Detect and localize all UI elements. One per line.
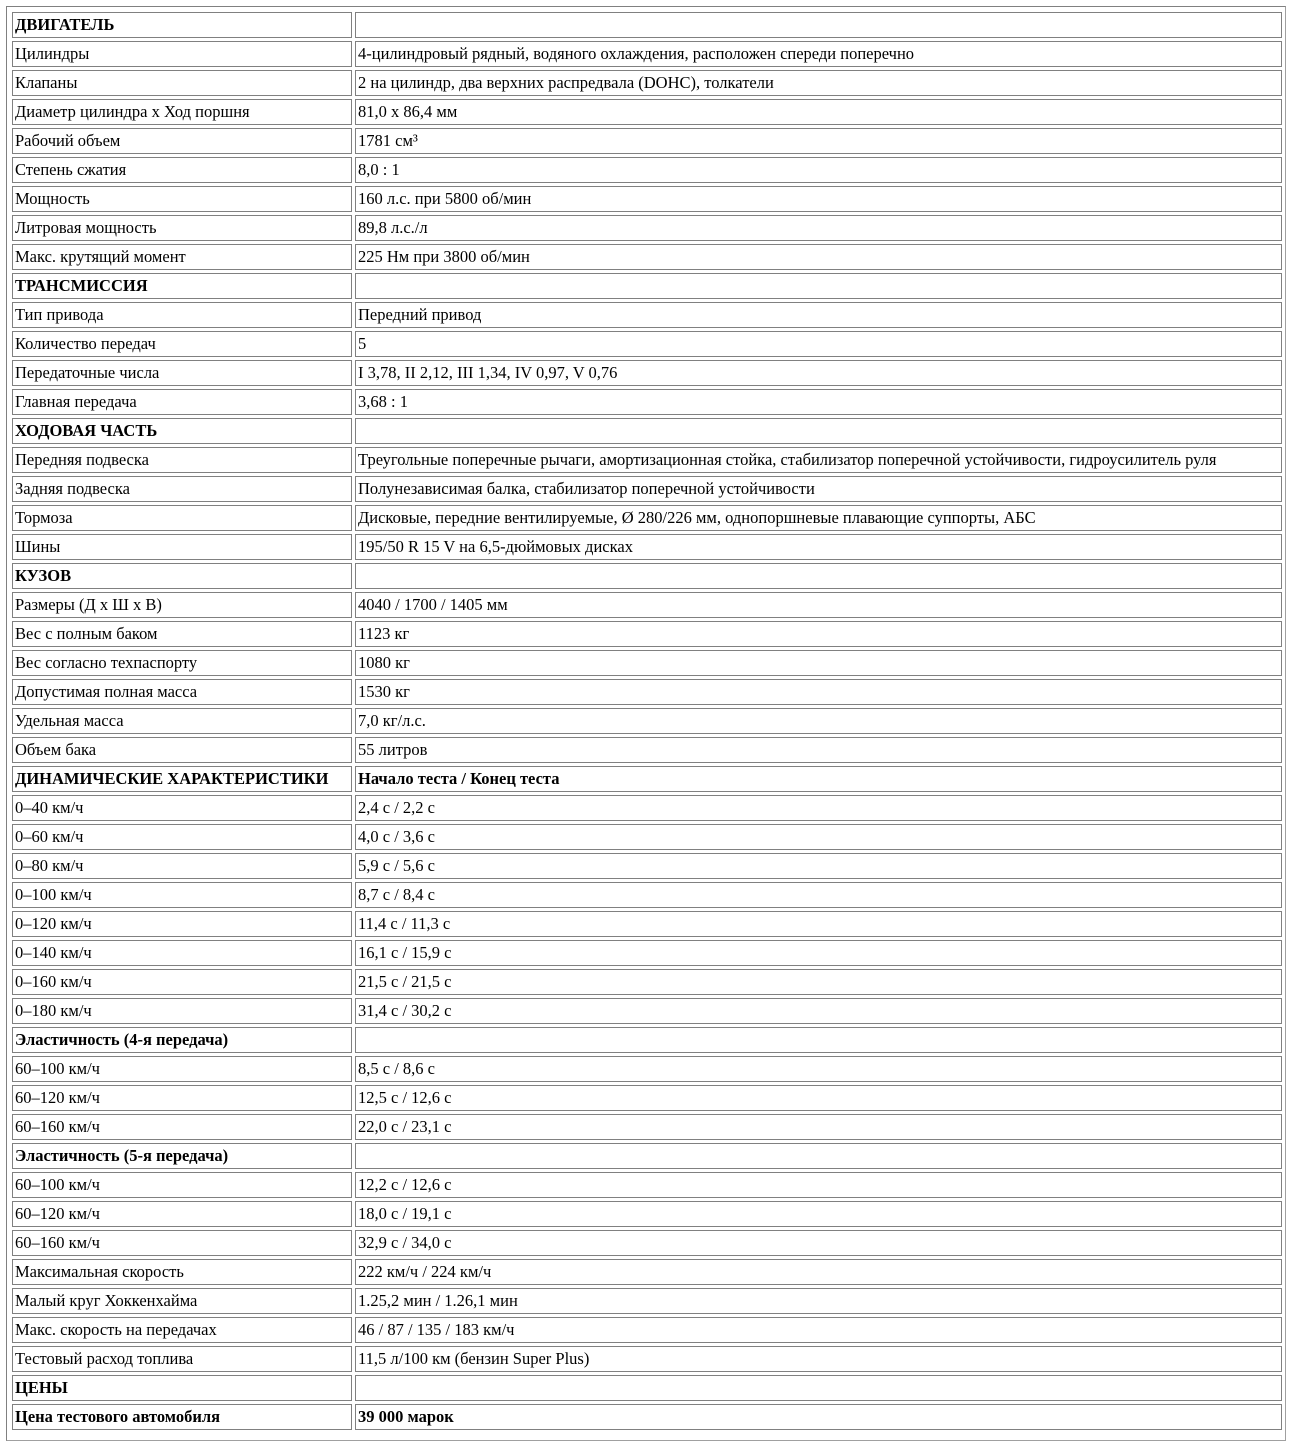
spec-row bbox=[12, 505, 1282, 531]
section-value bbox=[355, 1027, 1282, 1053]
section-title: ЦЕНЫ bbox=[12, 1375, 352, 1401]
spec-value: 31,4 с / 30,2 с bbox=[355, 998, 1282, 1024]
section-title: ХОДОВАЯ ЧАСТЬ bbox=[12, 418, 352, 444]
spec-label: 60–120 км/ч bbox=[12, 1085, 352, 1111]
spec-value: 5 bbox=[355, 331, 1282, 357]
spec-value: Передний привод bbox=[355, 302, 1282, 328]
spec-row bbox=[12, 215, 1282, 241]
spec-value: 1080 кг bbox=[355, 650, 1282, 676]
spec-label: Макс. крутящий момент bbox=[12, 244, 352, 270]
spec-row bbox=[12, 99, 1282, 125]
spec-row bbox=[12, 911, 1282, 937]
spec-row bbox=[12, 302, 1282, 328]
section-header-row bbox=[12, 1375, 1282, 1401]
spec-value: 18,0 с / 19,1 с bbox=[355, 1201, 1282, 1227]
spec-value: 1530 кг bbox=[355, 679, 1282, 705]
spec-value: Полунезависимая балка, стабилизатор поперечной устойчивости bbox=[355, 476, 1282, 502]
spec-row bbox=[12, 389, 1282, 415]
spec-value: 12,2 с / 12,6 с bbox=[355, 1172, 1282, 1198]
section-header-row bbox=[12, 273, 1282, 299]
spec-row bbox=[12, 186, 1282, 212]
section-value bbox=[355, 1375, 1282, 1401]
spec-row bbox=[12, 621, 1282, 647]
spec-row bbox=[12, 940, 1282, 966]
spec-value: 22,0 с / 23,1 с bbox=[355, 1114, 1282, 1140]
spec-row bbox=[12, 824, 1282, 850]
spec-value: 1.25,2 мин / 1.26,1 мин bbox=[355, 1288, 1282, 1314]
spec-row bbox=[12, 70, 1282, 96]
spec-label: Вес согласно техпаспорту bbox=[12, 650, 352, 676]
spec-value: 4040 / 1700 / 1405 мм bbox=[355, 592, 1282, 618]
spec-value: 2 на цилиндр, два верхних распредвала (DOHC), толкатели bbox=[355, 70, 1282, 96]
spec-table bbox=[9, 9, 1285, 1433]
spec-table-frame bbox=[6, 6, 1286, 1441]
spec-label: Диаметр цилиндра х Ход поршня bbox=[12, 99, 352, 125]
spec-value: Треугольные поперечные рычаги, амортизационная стойка, стабилизатор поперечной устойчивости, гидроусилитель руля bbox=[355, 447, 1282, 473]
spec-row bbox=[12, 853, 1282, 879]
spec-row bbox=[12, 592, 1282, 618]
spec-row bbox=[12, 1056, 1282, 1082]
spec-row bbox=[12, 1201, 1282, 1227]
spec-row bbox=[12, 331, 1282, 357]
spec-label: Удельная масса bbox=[12, 708, 352, 734]
spec-row bbox=[12, 1346, 1282, 1372]
spec-row bbox=[12, 650, 1282, 676]
spec-label: 0–160 км/ч bbox=[12, 969, 352, 995]
spec-row bbox=[12, 534, 1282, 560]
spec-label: 0–60 км/ч bbox=[12, 824, 352, 850]
spec-label: Клапаны bbox=[12, 70, 352, 96]
section-title: ДИНАМИЧЕСКИЕ ХАРАКТЕРИСТИКИ bbox=[12, 766, 352, 792]
section-value bbox=[355, 273, 1282, 299]
spec-value: 32,9 с / 34,0 с bbox=[355, 1230, 1282, 1256]
spec-value: 11,4 с / 11,3 с bbox=[355, 911, 1282, 937]
section-title: КУЗОВ bbox=[12, 563, 352, 589]
spec-label: 0–140 км/ч bbox=[12, 940, 352, 966]
spec-value: 1123 кг bbox=[355, 621, 1282, 647]
section-value bbox=[355, 1143, 1282, 1169]
spec-row bbox=[12, 1259, 1282, 1285]
spec-label: Малый круг Хоккенхайма bbox=[12, 1288, 352, 1314]
spec-label: Тестовый расход топлива bbox=[12, 1346, 352, 1372]
spec-value: 2,4 с / 2,2 с bbox=[355, 795, 1282, 821]
spec-value: 5,9 с / 5,6 с bbox=[355, 853, 1282, 879]
spec-value: 222 км/ч / 224 км/ч bbox=[355, 1259, 1282, 1285]
spec-label: Максимальная скорость bbox=[12, 1259, 352, 1285]
spec-label: Количество передач bbox=[12, 331, 352, 357]
spec-label: Рабочий объем bbox=[12, 128, 352, 154]
section-header-row bbox=[12, 418, 1282, 444]
spec-row bbox=[12, 737, 1282, 763]
spec-value: 11,5 л/100 км (бензин Super Plus) bbox=[355, 1346, 1282, 1372]
section-header-row bbox=[12, 766, 1282, 792]
spec-label: Главная передача bbox=[12, 389, 352, 415]
spec-label: 0–100 км/ч bbox=[12, 882, 352, 908]
spec-value: 225 Нм при 3800 об/мин bbox=[355, 244, 1282, 270]
spec-value: 195/50 R 15 V на 6,5-дюймовых дисках bbox=[355, 534, 1282, 560]
spec-value: 46 / 87 / 135 / 183 км/ч bbox=[355, 1317, 1282, 1343]
section-title: Цена тестового автомобиля bbox=[12, 1404, 352, 1430]
section-value: 39 000 марок bbox=[355, 1404, 1282, 1430]
spec-row bbox=[12, 244, 1282, 270]
spec-row bbox=[12, 795, 1282, 821]
spec-value: 3,68 : 1 bbox=[355, 389, 1282, 415]
spec-value: Дисковые, передние вентилируемые, Ø 280/226 мм, однопоршневые плавающие суппорты, АБС bbox=[355, 505, 1282, 531]
spec-label: Передняя подвеска bbox=[12, 447, 352, 473]
spec-label: Цилиндры bbox=[12, 41, 352, 67]
spec-label: Макс. скорость на передачах bbox=[12, 1317, 352, 1343]
spec-label: Размеры (Д х Ш х В) bbox=[12, 592, 352, 618]
spec-label: Вес с полным баком bbox=[12, 621, 352, 647]
spec-value: 8,0 : 1 bbox=[355, 157, 1282, 183]
spec-value: 8,5 с / 8,6 с bbox=[355, 1056, 1282, 1082]
spec-row bbox=[12, 476, 1282, 502]
spec-row bbox=[12, 708, 1282, 734]
spec-value: 4-цилиндровый рядный, водяного охлаждения, расположен спереди поперечно bbox=[355, 41, 1282, 67]
spec-value: 8,7 с / 8,4 с bbox=[355, 882, 1282, 908]
spec-label: 60–160 км/ч bbox=[12, 1230, 352, 1256]
spec-label: Объем бака bbox=[12, 737, 352, 763]
spec-value: I 3,78, II 2,12, III 1,34, IV 0,97, V 0,76 bbox=[355, 360, 1282, 386]
spec-label: 0–80 км/ч bbox=[12, 853, 352, 879]
section-title: Эластичность (5-я передача) bbox=[12, 1143, 352, 1169]
spec-value: 160 л.с. при 5800 об/мин bbox=[355, 186, 1282, 212]
spec-label: 60–100 км/ч bbox=[12, 1056, 352, 1082]
spec-value: 1781 см³ bbox=[355, 128, 1282, 154]
spec-label: Тип привода bbox=[12, 302, 352, 328]
spec-value: 89,8 л.с./л bbox=[355, 215, 1282, 241]
section-header-row bbox=[12, 1143, 1282, 1169]
section-value bbox=[355, 418, 1282, 444]
spec-label: 60–160 км/ч bbox=[12, 1114, 352, 1140]
spec-label: Тормоза bbox=[12, 505, 352, 531]
section-title: ДВИГАТЕЛЬ bbox=[12, 12, 352, 38]
section-title: Эластичность (4-я передача) bbox=[12, 1027, 352, 1053]
spec-label: Передаточные числа bbox=[12, 360, 352, 386]
section-value bbox=[355, 563, 1282, 589]
spec-label: 60–120 км/ч bbox=[12, 1201, 352, 1227]
spec-row bbox=[12, 128, 1282, 154]
spec-row bbox=[12, 1288, 1282, 1314]
spec-label: 0–40 км/ч bbox=[12, 795, 352, 821]
section-header-row bbox=[12, 563, 1282, 589]
spec-row bbox=[12, 998, 1282, 1024]
spec-row bbox=[12, 360, 1282, 386]
spec-row bbox=[12, 41, 1282, 67]
spec-value: 21,5 с / 21,5 с bbox=[355, 969, 1282, 995]
section-value: Начало теста / Конец теста bbox=[355, 766, 1282, 792]
spec-value: 55 литров bbox=[355, 737, 1282, 763]
spec-label: Шины bbox=[12, 534, 352, 560]
spec-label: 60–100 км/ч bbox=[12, 1172, 352, 1198]
section-title: ТРАНСМИССИЯ bbox=[12, 273, 352, 299]
spec-label: 0–120 км/ч bbox=[12, 911, 352, 937]
spec-value: 4,0 с / 3,6 с bbox=[355, 824, 1282, 850]
spec-row bbox=[12, 157, 1282, 183]
spec-label: Степень сжатия bbox=[12, 157, 352, 183]
spec-value: 7,0 кг/л.с. bbox=[355, 708, 1282, 734]
spec-row bbox=[12, 1172, 1282, 1198]
spec-row bbox=[12, 882, 1282, 908]
spec-label: Литровая мощность bbox=[12, 215, 352, 241]
spec-row bbox=[12, 447, 1282, 473]
spec-row bbox=[12, 679, 1282, 705]
spec-row bbox=[12, 1114, 1282, 1140]
spec-label: 0–180 км/ч bbox=[12, 998, 352, 1024]
spec-row bbox=[12, 1317, 1282, 1343]
spec-label: Задняя подвеска bbox=[12, 476, 352, 502]
spec-value: 12,5 с / 12,6 с bbox=[355, 1085, 1282, 1111]
spec-row bbox=[12, 1230, 1282, 1256]
section-value bbox=[355, 12, 1282, 38]
spec-label: Допустимая полная масса bbox=[12, 679, 352, 705]
spec-row bbox=[12, 969, 1282, 995]
spec-row bbox=[12, 1085, 1282, 1111]
spec-label: Мощность bbox=[12, 186, 352, 212]
spec-value: 16,1 с / 15,9 с bbox=[355, 940, 1282, 966]
section-header-row bbox=[12, 12, 1282, 38]
spec-table-body bbox=[12, 12, 1282, 1430]
section-header-row bbox=[12, 1404, 1282, 1430]
section-header-row bbox=[12, 1027, 1282, 1053]
spec-value: 81,0 х 86,4 мм bbox=[355, 99, 1282, 125]
